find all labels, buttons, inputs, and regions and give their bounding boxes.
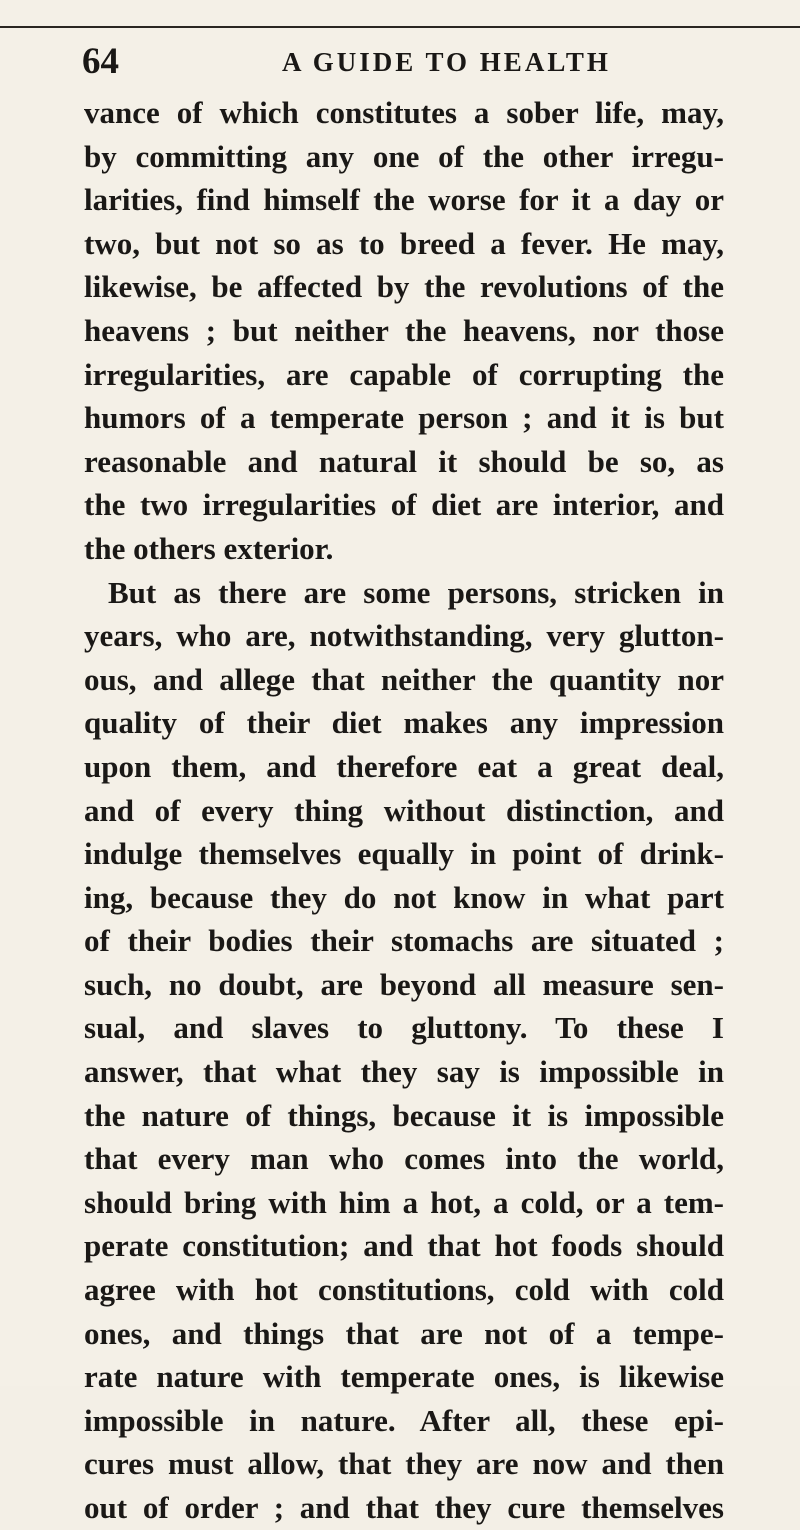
running-head: [82, 38, 722, 86]
text-line: the two irregularities of diet are interior, and: [84, 487, 724, 523]
text-line: the others exterior.: [84, 530, 334, 566]
text-line: of their bodies their stomachs are situated ;: [84, 923, 724, 959]
text-line: two, but not so as to breed a fever. He may,: [84, 225, 724, 261]
text-line: larities, find himself the worse for it a day or: [84, 182, 724, 218]
text-line: ing, because they do not know in what part: [84, 879, 724, 915]
text-line: upon them, and therefore eat a great deal,: [84, 748, 724, 784]
top-rule: [0, 26, 800, 28]
text-line: the nature of things, because it is impossible: [84, 1097, 724, 1133]
text-line: by committing any one of the other irregu-: [84, 138, 724, 174]
text-line: rate nature with temperate ones, is likewise: [84, 1359, 724, 1395]
text-line: out of order ; and that they cure themselves: [84, 1490, 724, 1525]
text-line: heavens ; but neither the heavens, nor those: [84, 312, 724, 348]
text-line: vance of which constitutes a sober life, may,: [84, 95, 724, 130]
text-line: impossible in nature. After all, these epi-: [84, 1402, 724, 1438]
text-line: answer, that what they say is impossible in: [84, 1054, 724, 1090]
text-line: likewise, be affected by the revolutions of the: [84, 269, 724, 305]
text-line: agree with hot constitutions, cold with cold: [84, 1272, 724, 1308]
page-number: 64: [82, 41, 119, 82]
text-line: years, who are, notwithstanding, very glutton-: [84, 618, 724, 654]
text-line: should bring with him a hot, a cold, or a tem-: [84, 1184, 724, 1220]
text-line: such, no doubt, are beyond all measure sen-: [84, 966, 724, 1002]
text-line: indulge themselves equally in point of drink-: [84, 836, 724, 872]
text-line: quality of their diet makes any impression: [84, 705, 724, 741]
text-line: and of every thing without distinction, and: [84, 792, 724, 828]
running-title: A GUIDE TO HEALTH: [282, 47, 611, 77]
text-line: reasonable and natural it should be so, as: [84, 443, 724, 479]
text-line: that every man who comes into the world,: [84, 1141, 724, 1177]
text-line: irregularities, are capable of corrupting the: [84, 356, 724, 392]
text-line: ones, and things that are not of a tempe-: [84, 1315, 724, 1351]
text-line: ous, and allege that neither the quantity nor: [84, 661, 724, 697]
text-line: humors of a temperate person ; and it is but: [84, 400, 724, 436]
text-line: cures must allow, that they are now and then: [84, 1446, 724, 1482]
body-text: [84, 91, 724, 1530]
text-line: perate constitution; and that hot foods should: [84, 1228, 724, 1264]
text-line: But as there are some persons, stricken in: [108, 574, 724, 610]
text-line: sual, and slaves to gluttony. To these I: [84, 1010, 724, 1046]
